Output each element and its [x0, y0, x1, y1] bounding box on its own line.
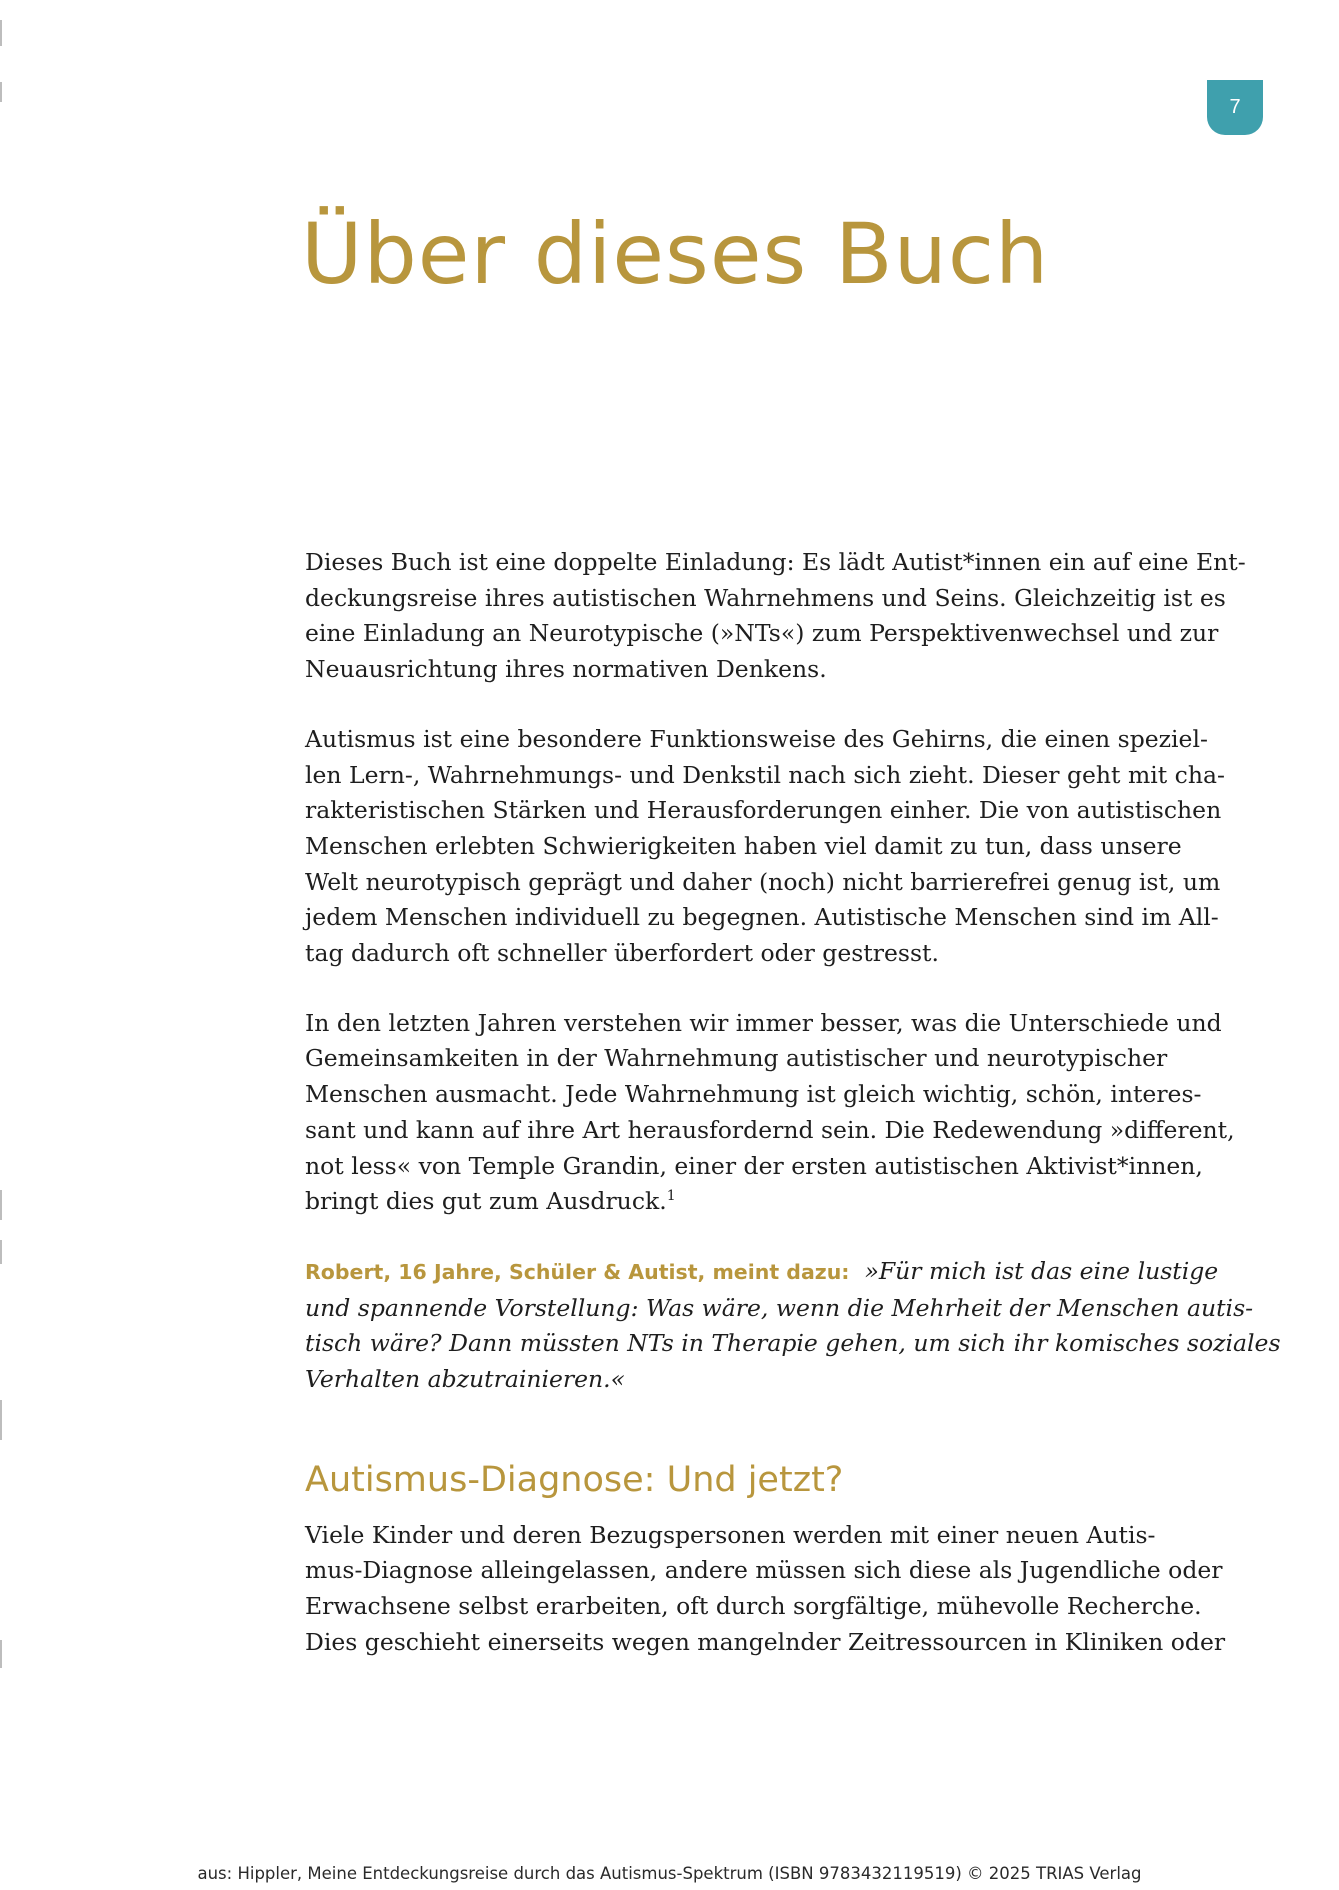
- text-line-content: bringt dies gut zum Ausdruck.: [305, 1187, 667, 1216]
- text-line: Neuausrichtung ihres normativen Denkens.: [305, 655, 827, 684]
- text-line: eine Einladung an Neurotypische (»NTs«) zum Perspektivenwechsel und zur: [305, 619, 1219, 648]
- text-line: Menschen erlebten Schwierigkeiten haben viel damit zu tun, dass unsere: [305, 831, 1182, 860]
- text-line: len Lern-, Wahrnehmungs- und Denkstil nach sich zieht. Dieser geht mit cha-: [305, 760, 1225, 789]
- text-line: mus-Diagnose alleingelassen, andere müssen sich diese als Jugendliche oder: [305, 1556, 1223, 1585]
- text-line: Erwachsene selbst erarbeiten, oft durch sorgfältige, mühevolle Recherche.: [305, 1592, 1202, 1621]
- page-edge-mark: [0, 1240, 2, 1264]
- text-line: In den letzten Jahren verstehen wir immer besser, was die Unterschiede und: [305, 1008, 1222, 1037]
- footnote-reference[interactable]: 1: [666, 1188, 676, 1205]
- text-line: Welt neurotypisch geprägt und daher (noch) nicht barrierefrei genug ist, um: [305, 867, 1221, 896]
- page-edge-mark: [0, 82, 2, 102]
- text-line: Dieses Buch ist eine doppelte Einladung: Es lädt Autist*innen ein auf eine Ent-: [305, 548, 1246, 576]
- quote-text: und spannende Vorstellung: Was wäre, wenn die Mehrheit der Menschen autis-: [305, 1293, 1254, 1322]
- page-edge-mark: [0, 1400, 2, 1440]
- text-line: jedem Menschen individuell zu begegnen. Autistische Menschen sind im All-: [305, 903, 1219, 932]
- text-line: sant und kann auf ihre Art herausfordernd sein. Die Redewendung »different,: [305, 1115, 1235, 1144]
- quote-speaker: Robert, 16 Jahre, Schüler & Autist, meint dazu:: [305, 1259, 850, 1284]
- quote-block: [305, 1254, 1281, 1398]
- section-paragraph: [305, 1518, 1226, 1661]
- text-line: [305, 1254, 1219, 1291]
- text-line: not less« von Temple Grandin, einer der ersten autistischen Aktivist*innen,: [305, 1151, 1203, 1180]
- text-line: Viele Kinder und deren Bezugspersonen werden mit einer neuen Autis-: [305, 1520, 1156, 1549]
- page-title: Über dieses Buch: [301, 205, 1050, 303]
- paragraph-1: [305, 545, 1246, 688]
- paragraph-2: [305, 722, 1225, 972]
- section-heading: Autismus-Diagnose: Und jetzt?: [305, 1459, 844, 1500]
- text-line: deckungsreise ihres autistischen Wahrnehmens und Seins. Gleichzeitig ist es: [305, 583, 1226, 612]
- page-edge-mark: [0, 1640, 2, 1668]
- text-line: tag dadurch oft schneller überfordert oder gestresst.: [305, 939, 939, 968]
- text-line: Autismus ist eine besondere Funktionsweise des Gehirns, die einen speziel-: [305, 724, 1208, 753]
- quote-text: »Für mich ist das eine lustige: [864, 1256, 1219, 1285]
- text-line: Menschen ausmacht. Jede Wahrnehmung ist gleich wichtig, schön, interes-: [305, 1080, 1202, 1109]
- text-line: Gemeinsamkeiten in der Wahrnehmung autistischer und neurotypischer: [305, 1044, 1168, 1073]
- page-edge-mark: [0, 20, 2, 46]
- quote-text: tisch wäre? Dann müssten NTs in Therapie gehen, um sich ihr komisches soziales: [305, 1329, 1281, 1358]
- text-line: Dies geschieht einerseits wegen mangelnder Zeitressourcen in Kliniken oder: [305, 1627, 1226, 1656]
- page-number-badge: 7: [1207, 80, 1263, 135]
- text-line: [305, 1184, 1185, 1220]
- quote-text: Verhalten abzutrainieren.«: [305, 1365, 626, 1394]
- body-text: [305, 545, 1281, 1695]
- source-footer: aus: Hippler, Meine Entdeckungsreise durch das Autismus-Spektrum (ISBN 9783432119519) © 2025 TRIAS Verlag: [197, 1864, 1142, 1883]
- paragraph-3: [305, 1006, 1235, 1220]
- text-line: rakteristischen Stärken und Herausforderungen einher. Die von autistischen: [305, 796, 1222, 825]
- page-edge-mark: [0, 1190, 2, 1220]
